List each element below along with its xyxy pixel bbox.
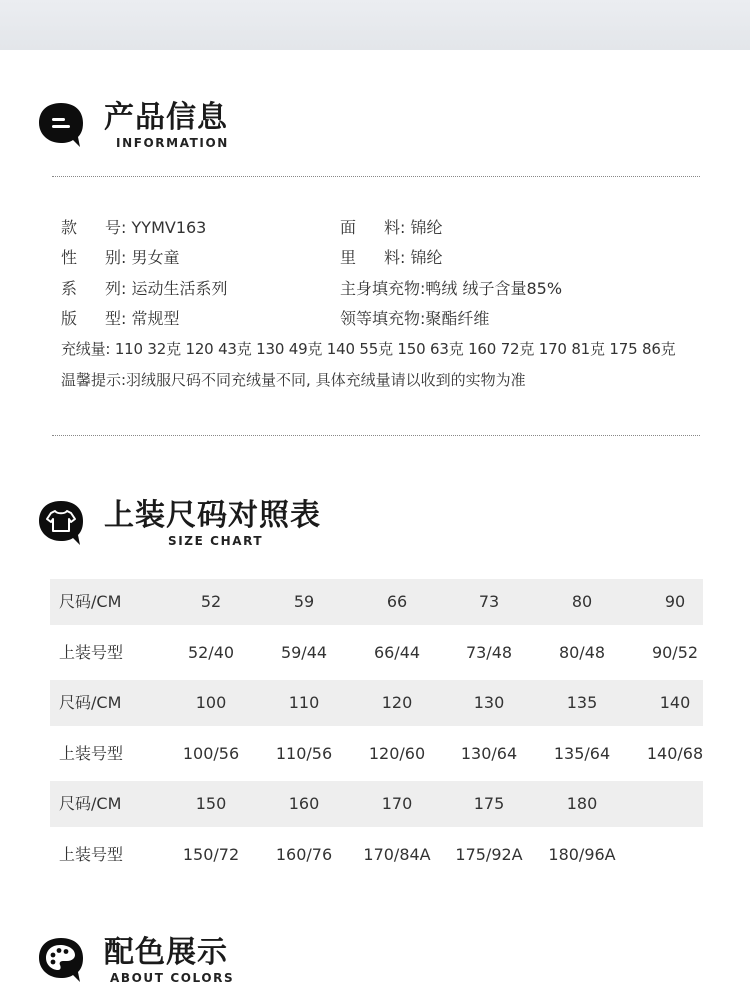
info-fill-amount: 充绒量: 110 32克 120 43克 130 49克 140 55克 150 63克 160 72克 170 81克 175 86克 <box>61 340 676 358</box>
table-cell: 66 <box>386 592 408 611</box>
table-cell: 170 <box>381 794 413 813</box>
table-cell: 110/56 <box>275 744 333 763</box>
divider <box>52 176 700 177</box>
table-cell: 100/56 <box>182 744 240 763</box>
info-lining: 里料: 锦纶 <box>340 248 443 267</box>
size-section-header <box>36 498 356 558</box>
top-banner <box>0 0 750 50</box>
table-cell: 59 <box>293 592 315 611</box>
palette-icon <box>36 935 86 985</box>
table-cell: 120/60 <box>368 744 426 763</box>
table-cell: 80 <box>571 592 593 611</box>
table-row <box>50 625 703 680</box>
info-tip: 温馨提示:羽绒服尺码不同充绒量不同, 具体充绒量请以收到的实物为准 <box>61 371 526 389</box>
info-style-no: 款号: YYMV163 <box>61 218 207 237</box>
table-cell: 135/64 <box>553 744 611 763</box>
info-gender: 性别: 男女童 <box>61 248 180 267</box>
info-section-title: 产品信息 <box>104 100 228 135</box>
table-cell: 73 <box>478 592 500 611</box>
row-label: 尺码/CM <box>59 794 122 813</box>
table-cell: 90/52 <box>651 643 699 662</box>
table-cell: 140/68 <box>646 744 704 763</box>
table-cell: 135 <box>566 693 598 712</box>
table-cell: 59/44 <box>280 643 328 662</box>
size-chart-table <box>50 579 703 882</box>
chat-bubble-icon <box>36 100 86 150</box>
table-cell: 66/44 <box>373 643 421 662</box>
colors-section-title: 配色展示 <box>104 935 228 970</box>
table-cell: 170/84A <box>363 845 431 864</box>
table-cell: 175 <box>473 794 505 813</box>
table-cell: 120 <box>381 693 413 712</box>
tshirt-icon <box>36 498 86 548</box>
table-cell: 90 <box>664 592 686 611</box>
row-label: 上装号型 <box>59 744 124 763</box>
table-cell: 110 <box>288 693 320 712</box>
table-cell: 80/48 <box>558 643 606 662</box>
size-section-subtitle: SIZE CHART <box>168 534 264 548</box>
colors-section-header <box>36 935 356 995</box>
size-section-title: 上装尺码对照表 <box>104 498 321 533</box>
table-cell: 130 <box>473 693 505 712</box>
table-row <box>50 680 703 726</box>
table-row <box>50 579 703 625</box>
row-label: 尺码/CM <box>59 693 122 712</box>
info-section-header <box>36 100 356 160</box>
table-cell: 180/96A <box>548 845 616 864</box>
table-row <box>50 827 703 882</box>
table-cell: 180 <box>566 794 598 813</box>
row-label: 上装号型 <box>59 845 124 864</box>
table-cell: 130/64 <box>460 744 518 763</box>
table-cell: 160 <box>288 794 320 813</box>
info-section-subtitle: INFORMATION <box>116 136 229 150</box>
colors-section-subtitle: ABOUT COLORS <box>110 971 235 985</box>
table-cell: 52 <box>200 592 222 611</box>
table-cell: 73/48 <box>465 643 513 662</box>
table-row <box>50 726 703 781</box>
info-fabric: 面料: 锦纶 <box>340 218 443 237</box>
row-label: 上装号型 <box>59 643 124 662</box>
table-cell: 52/40 <box>187 643 235 662</box>
table-cell: 160/76 <box>275 845 333 864</box>
info-fit: 版型: 常规型 <box>61 309 180 328</box>
table-cell: 150/72 <box>182 845 240 864</box>
table-cell: 175/92A <box>455 845 523 864</box>
info-body-filling: 主身填充物:鸭绒 绒子含量85% <box>340 279 563 298</box>
table-cell: 100 <box>195 693 227 712</box>
info-collar-filling: 领等填充物:聚酯纤维 <box>340 309 490 328</box>
row-label: 尺码/CM <box>59 592 122 611</box>
table-cell: 150 <box>195 794 227 813</box>
table-row <box>50 781 703 827</box>
table-cell: 140 <box>659 693 691 712</box>
divider <box>52 435 700 436</box>
info-series: 系列: 运动生活系列 <box>61 279 228 298</box>
